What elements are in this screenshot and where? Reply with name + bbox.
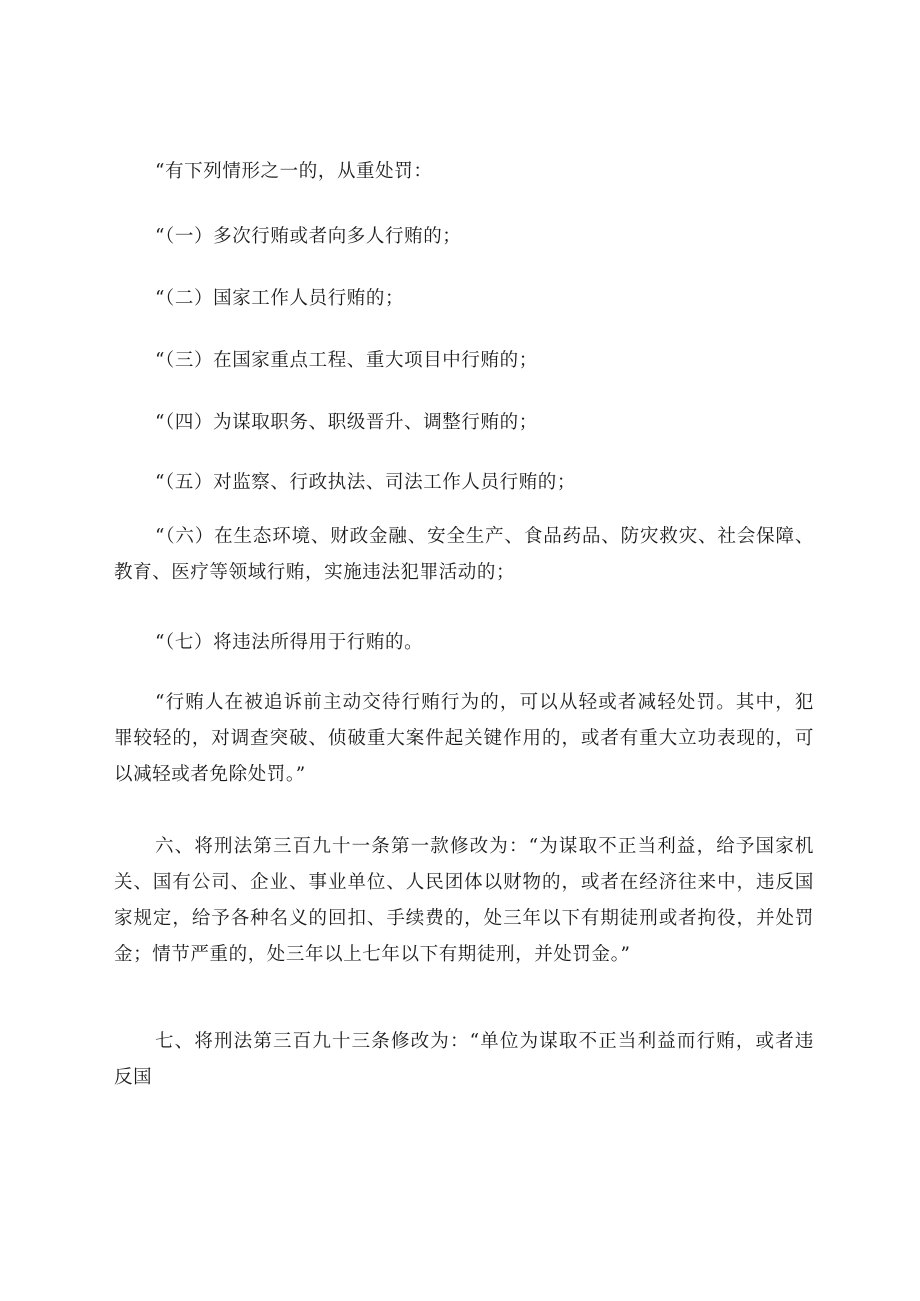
paragraph-item-1: “（一）多次行贿或者向多人行贿的； <box>155 226 462 247</box>
paragraph-item-4: “（四）为谋取职务、职级晋升、调整行贿的； <box>155 412 538 433</box>
paragraph-item-2: “（二）国家工作人员行贿的； <box>155 288 405 309</box>
paragraph-amendment-six: 六、将刑法第三百九十一条第一款修改为：“为谋取不正当利益，给予国家机关、国有公司、企业、事业单位、人民团体以财物的，或者在经济往来中，违反国家规定，给予各种名义的回扣、手续费的，处三年以下有期徒刑或者拘役，并处罚金；情节严重的，处三年以上七年以下有期徒刑，并处罚金。” <box>114 836 814 965</box>
paragraph-aggravating-intro: “有下列情形之一的，从重处罚： <box>155 161 433 182</box>
paragraph-amendment-seven: 七、将刑法第三百九十三条修改为：“单位为谋取不正当利益而行贿，或者违反国 <box>114 1031 814 1088</box>
paragraph-item-5: “（五）对监察、行政执法、司法工作人员行贿的； <box>155 472 577 493</box>
paragraph-item-3: “（三）在国家重点工程、重大项目中行贿的； <box>155 350 538 371</box>
paragraph-confession-clause: “行贿人在被追诉前主动交待行贿行为的，可以从轻或者减轻处罚。其中，犯罪较轻的，对调查突破、侦破重大案件起关键作用的，或者有重大立功表现的，可以减轻或者免除处罚。” <box>114 692 814 785</box>
paragraph-item-6: “（六）在生态环境、财政金融、安全生产、食品药品、防灾救灾、社会保障、教育、医疗等领域行贿，实施违法犯罪活动的； <box>114 526 814 583</box>
paragraph-item-7: “（七）将违法所得用于行贿的。 <box>155 632 424 653</box>
